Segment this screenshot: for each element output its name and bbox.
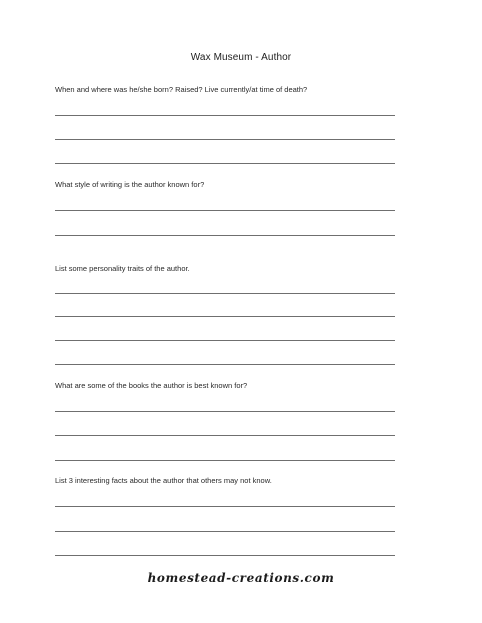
question-birthplace: When and where was he/she born? Raised? Live currently/at time of death? (55, 85, 308, 94)
answer-line[interactable] (55, 364, 395, 365)
answer-line[interactable] (55, 506, 395, 507)
question-best-known-books: What are some of the books the author is best known for? (55, 381, 248, 390)
answer-line[interactable] (55, 316, 395, 317)
footer-brand-logo: homestead-creations.com (147, 571, 335, 585)
question-writing-style: What style of writing is the author known for? (55, 180, 205, 189)
answer-line[interactable] (55, 235, 395, 236)
answer-line[interactable] (55, 411, 395, 412)
answer-line[interactable] (55, 163, 395, 164)
answer-line[interactable] (55, 555, 395, 556)
answer-line[interactable] (55, 531, 395, 532)
answer-line[interactable] (55, 340, 395, 341)
answer-line[interactable] (55, 115, 395, 116)
answer-line[interactable] (55, 435, 395, 436)
question-personality-traits: List some personality traits of the author. (55, 264, 190, 273)
worksheet-title: Wax Museum - Author (190, 52, 292, 63)
answer-line[interactable] (55, 460, 395, 461)
question-interesting-facts: List 3 interesting facts about the author that others may not know. (55, 476, 272, 485)
answer-line[interactable] (55, 139, 395, 140)
answer-line[interactable] (55, 210, 395, 211)
answer-line[interactable] (55, 293, 395, 294)
